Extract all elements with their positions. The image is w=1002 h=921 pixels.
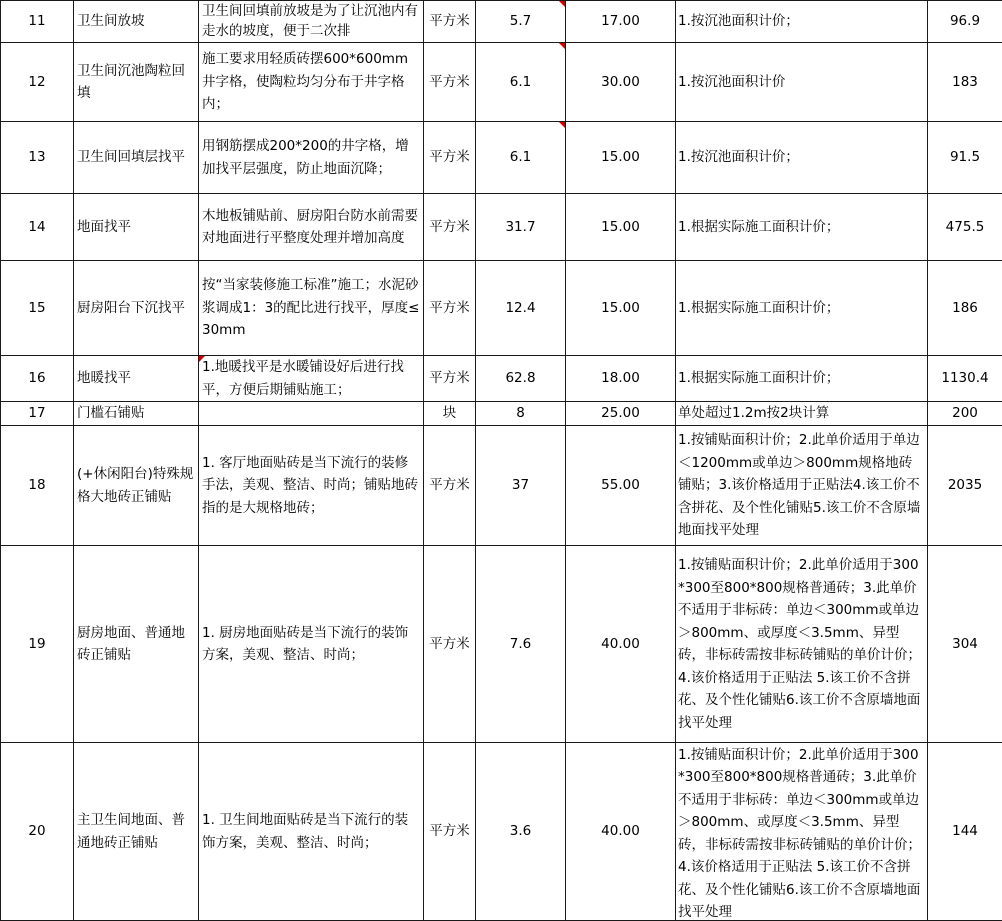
unit: 块 <box>424 402 476 426</box>
table-row <box>1 546 1002 743</box>
item-description: 卫生间回填前放坡是为了让沉池内有走水的坡度，便于二次排 <box>199 1 424 43</box>
unit: 平方米 <box>424 122 476 194</box>
line-total: 304 <box>928 546 1002 743</box>
comment-marker-icon <box>559 122 565 128</box>
table-row <box>1 356 1002 402</box>
unit: 平方米 <box>424 743 476 921</box>
item-name: 门槛石铺贴 <box>74 402 199 426</box>
unit-price: 17.00 <box>566 1 676 43</box>
item-name: 厨房阳台下沉找平 <box>74 261 199 356</box>
quantity: 5.7 <box>476 1 566 43</box>
item-name: 厨房地面、普通地砖正铺贴 <box>74 546 199 743</box>
unit: 平方米 <box>424 261 476 356</box>
table-row <box>1 1 1002 43</box>
item-description: 1. 客厅地面贴砖是当下流行的装修手法，美观、整洁、时尚；铺贴地砖指的是大规格地砖； <box>199 426 424 546</box>
table-row <box>1 43 1002 122</box>
quantity: 3.6 <box>476 743 566 921</box>
row-number: 20 <box>1 743 74 921</box>
row-number: 14 <box>1 194 74 261</box>
pricing-note: 1.按铺贴面积计价；2.此单价适用于单边＜1200mm或单边＞800mm规格地砖铺贴；3.该价格适用于正贴法4.该工价不含拼花、及个性化铺贴5.该工价不含原墙地面找平处理 <box>676 426 928 546</box>
unit: 平方米 <box>424 356 476 402</box>
unit: 平方米 <box>424 43 476 122</box>
pricing-note: 1.根据实际施工面积计价； <box>676 194 928 261</box>
quantity: 12.4 <box>476 261 566 356</box>
comment-marker-icon <box>199 356 205 362</box>
unit: 平方米 <box>424 546 476 743</box>
line-total: 96.9 <box>928 1 1002 43</box>
row-number: 15 <box>1 261 74 356</box>
table-row <box>1 402 1002 426</box>
item-description: 按“当家装修施工标准”施工；水泥砂浆调成1：3的配比进行找平，厚度≤30mm <box>199 261 424 356</box>
item-name: 地面找平 <box>74 194 199 261</box>
quantity: 7.6 <box>476 546 566 743</box>
table-row <box>1 426 1002 546</box>
quantity: 37 <box>476 426 566 546</box>
unit-price: 30.00 <box>566 43 676 122</box>
row-number: 12 <box>1 43 74 122</box>
row-number: 17 <box>1 402 74 426</box>
item-description: 1. 厨房地面贴砖是当下流行的装饰方案，美观、整洁、时尚； <box>199 546 424 743</box>
quantity: 6.1 <box>476 43 566 122</box>
unit: 平方米 <box>424 194 476 261</box>
row-number: 13 <box>1 122 74 194</box>
unit-price: 40.00 <box>566 743 676 921</box>
quantity: 31.7 <box>476 194 566 261</box>
table-row <box>1 194 1002 261</box>
unit-price: 55.00 <box>566 426 676 546</box>
item-name: 地暖找平 <box>74 356 199 402</box>
line-total: 183 <box>928 43 1002 122</box>
unit: 平方米 <box>424 1 476 43</box>
row-number: 16 <box>1 356 74 402</box>
unit-price: 15.00 <box>566 261 676 356</box>
pricing-note: 1.根据实际施工面积计价； <box>676 261 928 356</box>
item-name: 卫生间回填层找平 <box>74 122 199 194</box>
item-description: 施工要求用轻质砖摆600*600mm井字格，使陶粒均匀分布于井字格内； <box>199 43 424 122</box>
pricing-note: 1.根据实际施工面积计价； <box>676 356 928 402</box>
pricing-note: 单处超过1.2m按2块计算 <box>676 402 928 426</box>
line-total: 144 <box>928 743 1002 921</box>
row-number: 11 <box>1 1 74 43</box>
row-number: 18 <box>1 426 74 546</box>
unit-price: 25.00 <box>566 402 676 426</box>
comment-marker-icon <box>559 1 565 7</box>
line-total: 91.5 <box>928 122 1002 194</box>
pricing-note: 1.按沉池面积计价； <box>676 122 928 194</box>
item-description: 1.地暖找平是水暖铺设好后进行找平，方便后期铺贴施工； <box>199 356 424 402</box>
table-row <box>1 122 1002 194</box>
comment-marker-icon <box>559 43 565 49</box>
line-total: 2035 <box>928 426 1002 546</box>
unit: 平方米 <box>424 426 476 546</box>
unit-price: 15.00 <box>566 194 676 261</box>
item-description: 用钢筋摆成200*200的井字格，增加找平层强度，防止地面沉降； <box>199 122 424 194</box>
table-row <box>1 261 1002 356</box>
item-description <box>199 402 424 426</box>
table-row <box>1 743 1002 921</box>
quantity: 6.1 <box>476 122 566 194</box>
item-name: 主卫生间地面、普通地砖正铺贴 <box>74 743 199 921</box>
pricing-note: 1.按沉池面积计价 <box>676 43 928 122</box>
row-number: 19 <box>1 546 74 743</box>
quantity: 8 <box>476 402 566 426</box>
item-description: 木地板铺贴前、厨房阳台防水前需要对地面进行平整度处理并增加高度 <box>199 194 424 261</box>
unit-price: 40.00 <box>566 546 676 743</box>
unit-price: 15.00 <box>566 122 676 194</box>
line-total: 475.5 <box>928 194 1002 261</box>
pricing-note: 1.按铺贴面积计价；2.此单价适用于300*300至800*800规格普通砖；3.此单价不适用于非标砖：单边＜300mm或单边＞800mm、或厚度＜3.5mm、异型砖，非标砖需按非标砖铺贴的单价计价；4.该价格适用于正贴法 5.该工价不含拼花、及个性化铺贴6.该工价不含原墙地面找平处理 <box>676 743 928 921</box>
item-name: 卫生间放坡 <box>74 1 199 43</box>
item-name: 卫生间沉池陶粒回填 <box>74 43 199 122</box>
line-total: 200 <box>928 402 1002 426</box>
item-name: (+休闲阳台)特殊规格大地砖正铺贴 <box>74 426 199 546</box>
unit-price: 18.00 <box>566 356 676 402</box>
item-description: 1. 卫生间地面贴砖是当下流行的装饰方案，美观、整洁、时尚； <box>199 743 424 921</box>
pricing-note: 1.按铺贴面积计价；2.此单价适用于300*300至800*800规格普通砖；3.此单价不适用于非标砖：单边＜300mm或单边＞800mm、或厚度＜3.5mm、异型砖，非标砖需按非标砖铺贴的单价计价；4.该价格适用于正贴法 5.该工价不含拼花、及个性化铺贴6.该工价不含原墙地面找平处理 <box>676 546 928 743</box>
quantity: 62.8 <box>476 356 566 402</box>
pricing-note: 1.按沉池面积计价； <box>676 1 928 43</box>
line-total: 1130.4 <box>928 356 1002 402</box>
line-total: 186 <box>928 261 1002 356</box>
